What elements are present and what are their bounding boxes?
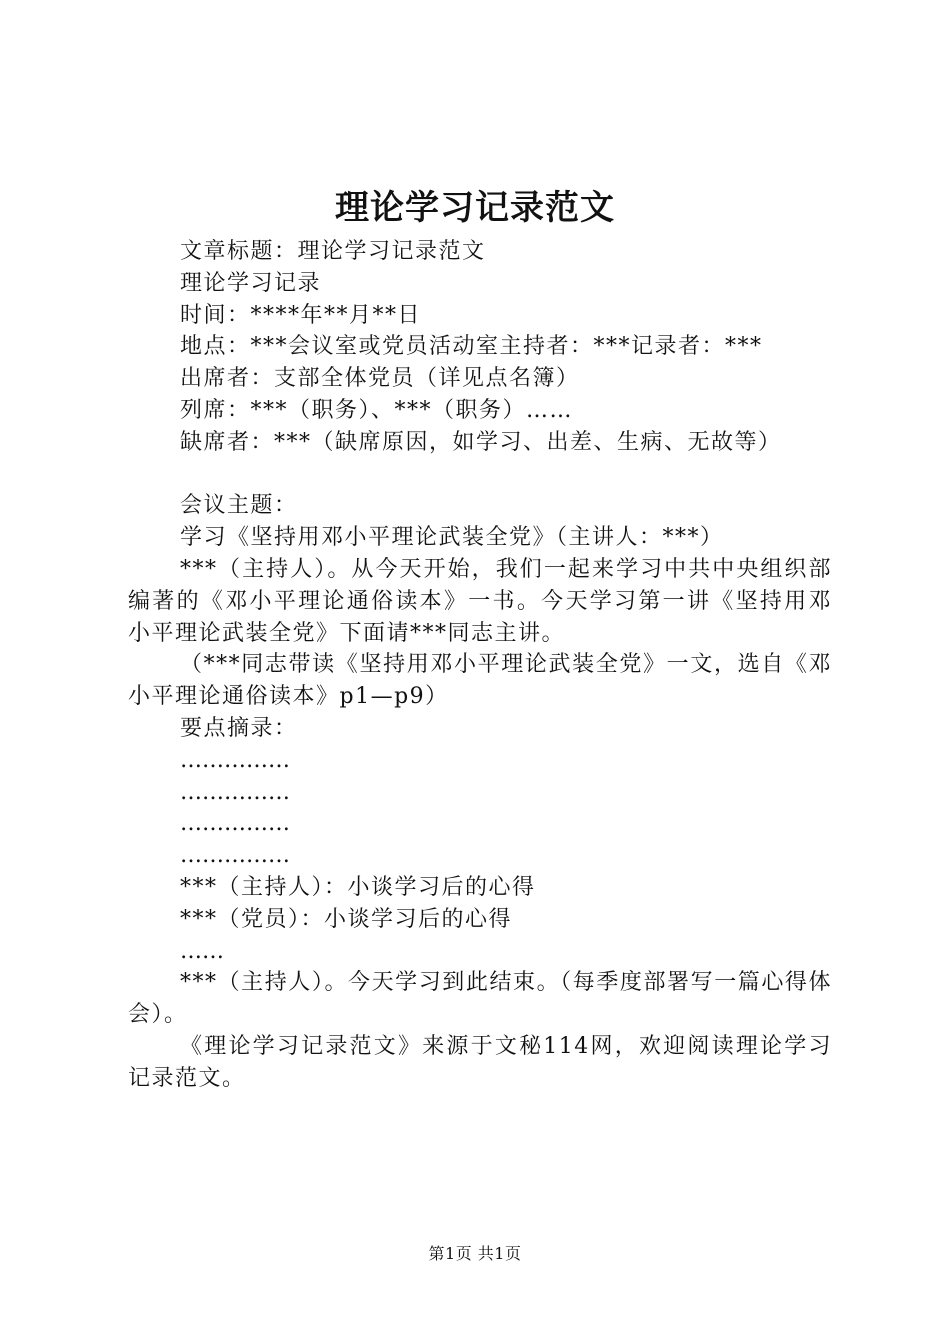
record-heading: 理论学习记录 [180,270,322,296]
key-point-placeholder: …………… [180,747,290,773]
host-intro-paragraph: ***（主持人）。从今天开始，我们一起来学习中共中央组织部编著的《邓小平理论通俗读本》一书。今天学习第一讲《坚持用邓小平理论武装全党》下面请***同志主讲。 [128,556,832,646]
closing-paragraph: ***（主持人）。今天学习到此结束。（每季度部署写一篇心得体会）。 [128,970,832,1028]
document-title: 理论学习记录范文 [335,188,615,228]
meeting-topic-label: 会议主题： [180,493,298,519]
key-points-label: 要点摘录： [180,715,298,741]
member-reflection-line: ***（党员）：小谈学习后的心得 [180,906,513,932]
document-body [128,236,832,1095]
article-title-line: 文章标题：理论学习记录范文 [180,239,486,264]
reading-note-paragraph: （***同志带读《坚持用邓小平理论武装全党》一文，选自《邓小平理论通俗读本》p1—p9） [128,652,832,710]
key-point-placeholder: …………… [180,843,290,869]
observers-line: 列席：***（职务）、***（职务）…… [180,397,574,423]
blank-line [128,459,832,491]
key-point-placeholder: …………… [180,779,290,805]
page-footer: 第1页 共1页 [428,1244,522,1263]
meeting-topic-line: 学习《坚持用邓小平理论武装全党》（主讲人：***） [180,525,724,551]
absentees-line: 缺席者：***（缺席原因，如学习、出差、生病、无故等） [180,429,782,455]
key-point-placeholder: …………… [180,811,290,837]
source-note-paragraph: 《理论学习记录范文》来源于文秘114网，欢迎阅读理论学习记录范文。 [128,1033,832,1091]
location-line: 地点：***会议室或党员活动室主持者：***记录者：*** [180,334,763,360]
host-reflection-line: ***（主持人）：小谈学习后的心得 [180,874,536,900]
ellipsis-line: …… [180,938,224,964]
time-line: 时间：****年**月**日 [180,302,422,328]
attendees-line: 出席者：支部全体党员（详见点名簿） [180,366,580,392]
